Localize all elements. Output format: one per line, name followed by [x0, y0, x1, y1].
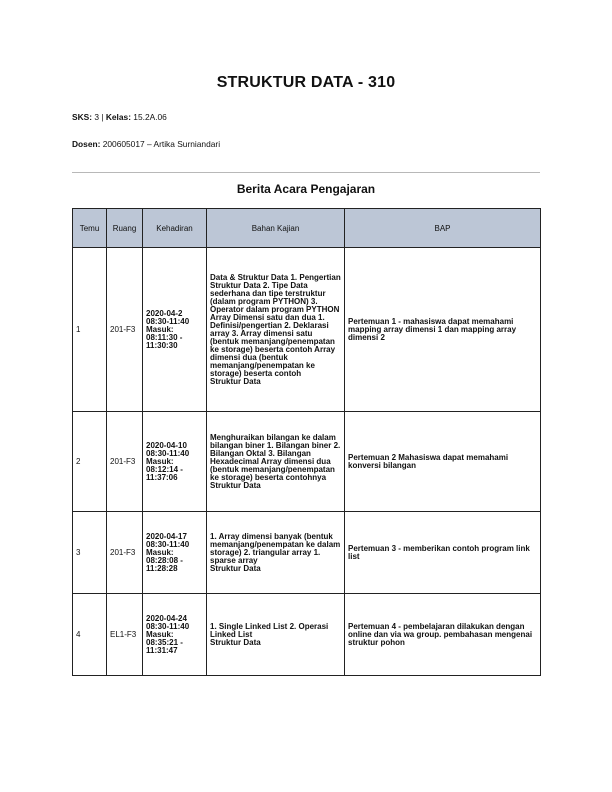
meta-sks-kelas	[72, 112, 167, 122]
kelas-value: 15.2A.06	[130, 112, 167, 122]
dosen-value: 200605017 – Artika Surniandari	[100, 139, 221, 149]
cell-ruang: 201-F3	[107, 412, 143, 512]
dosen-label: Dosen:	[72, 139, 101, 149]
bap-table	[72, 208, 541, 676]
table-header-row	[73, 209, 541, 248]
cell-bap: Pertemuan 4 - pembelajaran dilakukan dengan online dan via wa group. pembahasan mengenai struktur pohon	[345, 594, 541, 676]
bahan-text: 1. Array dimensi banyak (bentuk memanjang/penempatan ke dalam storage) 2. triangular array 1. sparse array	[210, 531, 341, 565]
cell-temu: 3	[73, 512, 107, 594]
bahan-source: Struktur Data	[210, 563, 261, 573]
header-ruang: Ruang	[107, 209, 143, 248]
cell-bahan-kajian	[207, 412, 345, 512]
cell-bap: Pertemuan 3 - memberikan contoh program link list	[345, 512, 541, 594]
meta-dosen	[72, 139, 220, 149]
table-row	[73, 594, 541, 676]
section-title: Berita Acara Pengajaran	[236, 182, 376, 196]
cell-kehadiran: 2020-04-2 08:30-11:40 Masuk: 08:11:30 - 11:30:30	[143, 248, 207, 412]
kelas-label: Kelas:	[105, 112, 131, 122]
cell-bahan-kajian	[207, 248, 345, 412]
bahan-source: Struktur Data	[210, 637, 261, 647]
sks-value: 3 |	[92, 112, 106, 122]
cell-bahan-kajian	[207, 594, 345, 676]
header-bap: BAP	[345, 209, 541, 248]
bahan-text: 1. Single Linked List 2. Operasi Linked List	[210, 621, 329, 639]
table-row	[73, 248, 541, 412]
cell-ruang: EL1-F3	[107, 594, 143, 676]
cell-ruang: 201-F3	[107, 512, 143, 594]
cell-bap: Pertemuan 1 - mahasiswa dapat memahami mapping array dimensi 1 dan mapping array dimensi 2	[345, 248, 541, 412]
bahan-text: Data & Struktur Data 1. Pengertian Struktur Data 2. Tipe Data sederhana dan tipe terstruktur (dalam program PYTHON) 3. Operator dalam program PYTHON Array Dimensi satu dan dua 1. Definisi/pengertian 2. Deklarasi array 3. Array dimensi satu (bentuk memanjang/penempatan ke storage) beserta contoh Array dimensi dua (bentuk memanjang/penempatan ke storage) beserta contoh	[210, 272, 341, 378]
cell-temu: 4	[73, 594, 107, 676]
header-bahan-kajian: Bahan Kajian	[207, 209, 345, 248]
header-kehadiran: Kehadiran	[143, 209, 207, 248]
divider	[72, 172, 540, 173]
header-temu: Temu	[73, 209, 107, 248]
cell-temu: 2	[73, 412, 107, 512]
cell-kehadiran: 2020-04-10 08:30-11:40 Masuk: 08:12:14 - 11:37:06	[143, 412, 207, 512]
cell-kehadiran: 2020-04-24 08:30-11:40 Masuk: 08:35:21 - 11:31:47	[143, 594, 207, 676]
cell-bahan-kajian	[207, 512, 345, 594]
bahan-source: Struktur Data	[210, 480, 261, 490]
bahan-text: Menghuraikan bilangan ke dalam bilangan biner 1. Bilangan biner 2. Bilangan Oktal 3. Bilangan Hexadecimal Array dimensi dua (bentuk memanjang/penempatan ke storage) beserta contohnya	[210, 432, 341, 482]
bahan-source: Struktur Data	[210, 376, 261, 386]
cell-kehadiran: 2020-04-17 08:30-11:40 Masuk: 08:28:08 - 11:28:28	[143, 512, 207, 594]
cell-bap: Pertemuan 2 Mahasiswa dapat memahami konversi bilangan	[345, 412, 541, 512]
page-title: STRUKTUR DATA - 310	[216, 74, 396, 91]
cell-ruang: 201-F3	[107, 248, 143, 412]
table-row	[73, 512, 541, 594]
cell-temu: 1	[73, 248, 107, 412]
table-row	[73, 412, 541, 512]
sks-label: SKS:	[72, 112, 93, 122]
